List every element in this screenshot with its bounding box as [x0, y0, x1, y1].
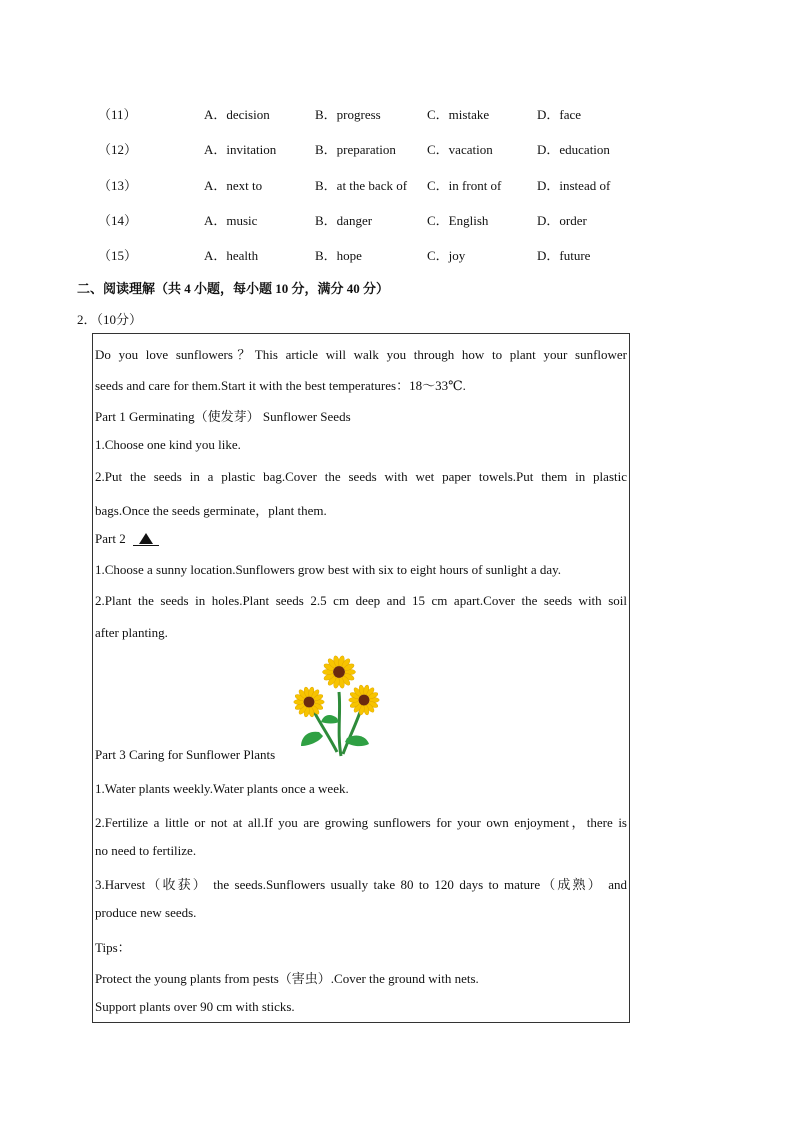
part3-step1: 1.Water plants weekly.Water plants once a week.	[95, 781, 349, 796]
part2-title-line	[95, 531, 627, 547]
option-b: B．hope	[315, 248, 362, 263]
question-number: （11）	[98, 107, 137, 122]
section-title: 二、阅读理解（共 4 小题，每小题 10 分，满分 40 分）	[77, 281, 390, 296]
question-14-row	[0, 210, 794, 230]
triangle-icon	[139, 533, 153, 544]
reading-passage-box	[92, 333, 630, 1023]
question-number: （13）	[98, 178, 138, 193]
question-number: （12）	[98, 142, 138, 157]
passage-intro-line-2: seeds and care for them.Start it with the best temperatures：18～33℃.	[95, 378, 466, 393]
option-a: A．decision	[204, 107, 270, 122]
option-c: C．vacation	[427, 142, 493, 157]
question-15-row	[0, 245, 794, 265]
option-c: C．English	[427, 213, 489, 228]
question-number: （14）	[98, 213, 138, 228]
option-b: B．at the back of	[315, 178, 408, 193]
question-number: （15）	[98, 248, 138, 263]
tip-2: Support plants over 90 cm with sticks.	[95, 999, 295, 1014]
part1-step2-line-2: bags.Once the seeds germinate，plant them.	[95, 503, 327, 518]
part3-step3-line-2: produce new seeds.	[95, 905, 197, 920]
option-d: D．future	[537, 248, 591, 263]
part3-title: Part 3 Caring for Sunflower Plants	[95, 747, 276, 762]
question-13-row	[0, 175, 794, 195]
option-d: D．face	[537, 107, 582, 122]
question-2-heading: 2．（10分）	[77, 312, 143, 327]
part3-step2-line-2: no need to fertilize.	[95, 843, 197, 858]
part1-step1: 1.Choose one kind you like.	[95, 437, 241, 452]
option-c: C．joy	[427, 248, 466, 263]
part3-step2-line-1: 2.Fertilize a little or not at all.If you are growing sunflowers for your own enjoyment，there is	[95, 815, 627, 830]
option-b: B．danger	[315, 213, 373, 228]
option-b: B．preparation	[315, 142, 396, 157]
part2-title: Part 2	[95, 531, 126, 546]
option-c: C．mistake	[427, 107, 490, 122]
sunflower-head	[349, 685, 379, 716]
option-d: D．order	[537, 213, 587, 228]
option-a: A．music	[204, 213, 258, 228]
tip-1: Protect the young plants from pests（害虫）.Cover the ground with nets.	[95, 971, 479, 986]
answer-blank	[133, 533, 159, 546]
option-d: D．education	[537, 142, 610, 157]
part1-step2-line-1: 2.Put the seeds in a plastic bag.Cover the seeds with wet paper towels.Put them in plastic	[95, 469, 627, 484]
sunflower-head	[294, 687, 324, 718]
part1-title: Part 1 Germinating（使发芽） Sunflower Seeds	[95, 409, 351, 424]
option-b: B．progress	[315, 107, 381, 122]
part3-step3-line-1: 3.Harvest（收获） the seeds.Sunflowers usually take 80 to 120 days to mature（成熟） and	[95, 877, 627, 892]
part2-step1: 1.Choose a sunny location.Sunflowers grow best with six to eight hours of sunlight a day.	[95, 562, 562, 577]
option-c: C．in front of	[427, 178, 502, 193]
option-d: D．instead of	[537, 178, 611, 193]
passage-intro-line-1: Do you love sunflowers？This article will walk you through how to plant your sunflower	[95, 347, 627, 362]
question-11-row	[0, 104, 794, 124]
option-a: A．next to	[204, 178, 263, 193]
option-a: A．invitation	[204, 142, 277, 157]
part2-step2-line-1: 2.Plant the seeds in holes.Plant seeds 2.5 cm deep and 15 cm apart.Cover the seeds with soil	[95, 593, 627, 608]
part2-step2-line-2: after planting.	[95, 625, 168, 640]
sunflower-head	[322, 655, 355, 688]
tips-title: Tips：	[95, 940, 131, 955]
question-12-row	[0, 139, 794, 159]
sunflower-illustration	[289, 652, 385, 760]
option-a: A．health	[204, 248, 259, 263]
